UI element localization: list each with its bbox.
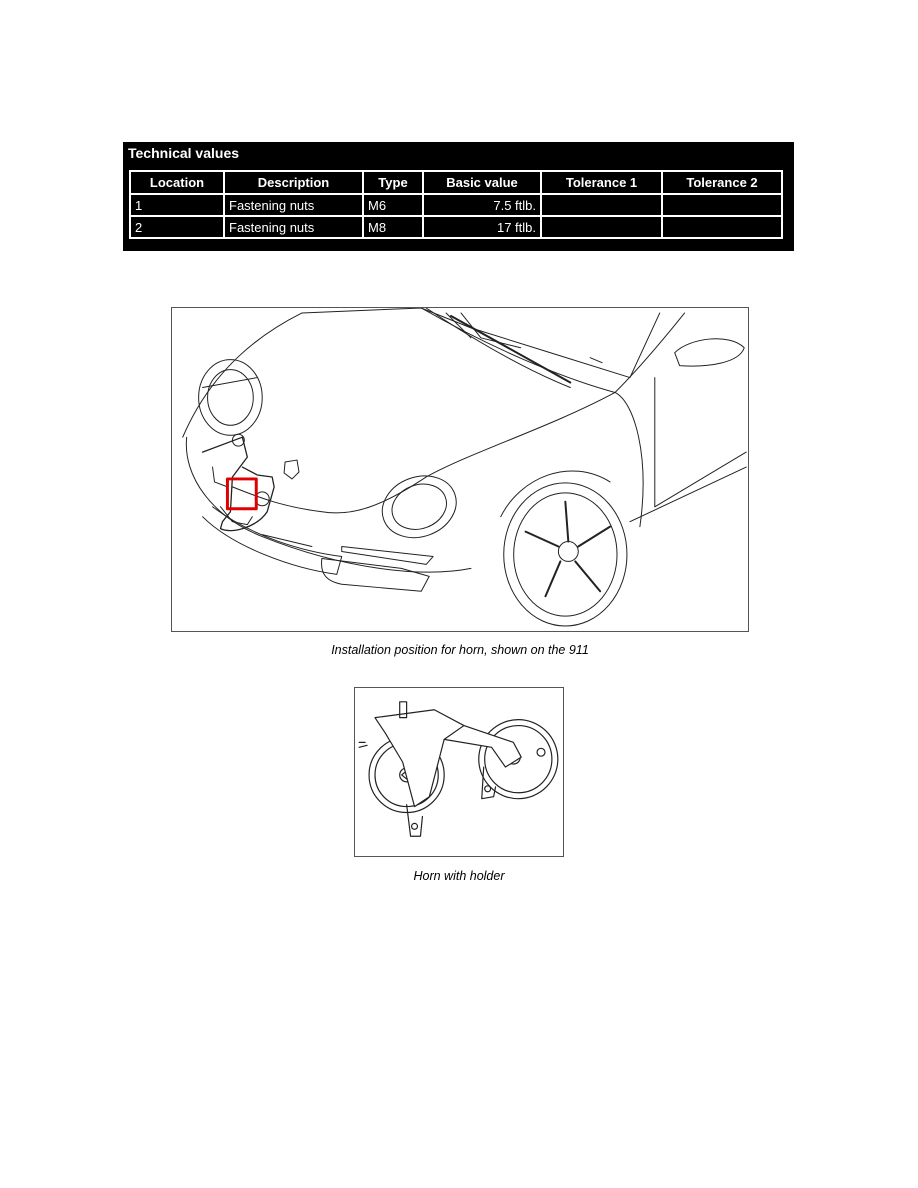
column-header-description: Description <box>224 171 363 194</box>
horn-figure-caption: Horn with holder <box>413 869 505 883</box>
column-header-tolerance-1: Tolerance 1 <box>541 171 662 194</box>
technical-values-title: Technical values <box>128 145 240 161</box>
cell-tolerance-2 <box>662 216 782 238</box>
table-row <box>130 194 782 216</box>
technical-values-panel <box>123 142 794 251</box>
installation-figure-caption: Installation position for horn, shown on the 911 <box>331 643 589 657</box>
horn-holder-illustration <box>354 687 564 857</box>
column-header-type: Type <box>363 171 423 194</box>
cell-location: 2 <box>130 216 224 238</box>
table-header-row <box>130 171 782 194</box>
car-front-line-drawing <box>172 308 748 631</box>
cell-basic-value: 17 ftlb. <box>423 216 541 238</box>
cell-location: 1 <box>130 194 224 216</box>
cell-description: Fastening nuts <box>224 216 363 238</box>
cell-tolerance-1 <box>541 194 662 216</box>
cell-type: M8 <box>363 216 423 238</box>
cell-tolerance-2 <box>662 194 782 216</box>
cell-type: M6 <box>363 194 423 216</box>
cell-description: Fastening nuts <box>224 194 363 216</box>
cell-tolerance-1 <box>541 216 662 238</box>
cell-basic-value: 7.5 ftlb. <box>423 194 541 216</box>
table-row <box>130 216 782 238</box>
car-front-illustration <box>171 307 749 632</box>
horn-holder-line-drawing <box>355 688 563 856</box>
column-header-basic-value: Basic value <box>423 171 541 194</box>
column-header-tolerance-2: Tolerance 2 <box>662 171 782 194</box>
technical-values-table <box>129 170 783 239</box>
column-header-location: Location <box>130 171 224 194</box>
